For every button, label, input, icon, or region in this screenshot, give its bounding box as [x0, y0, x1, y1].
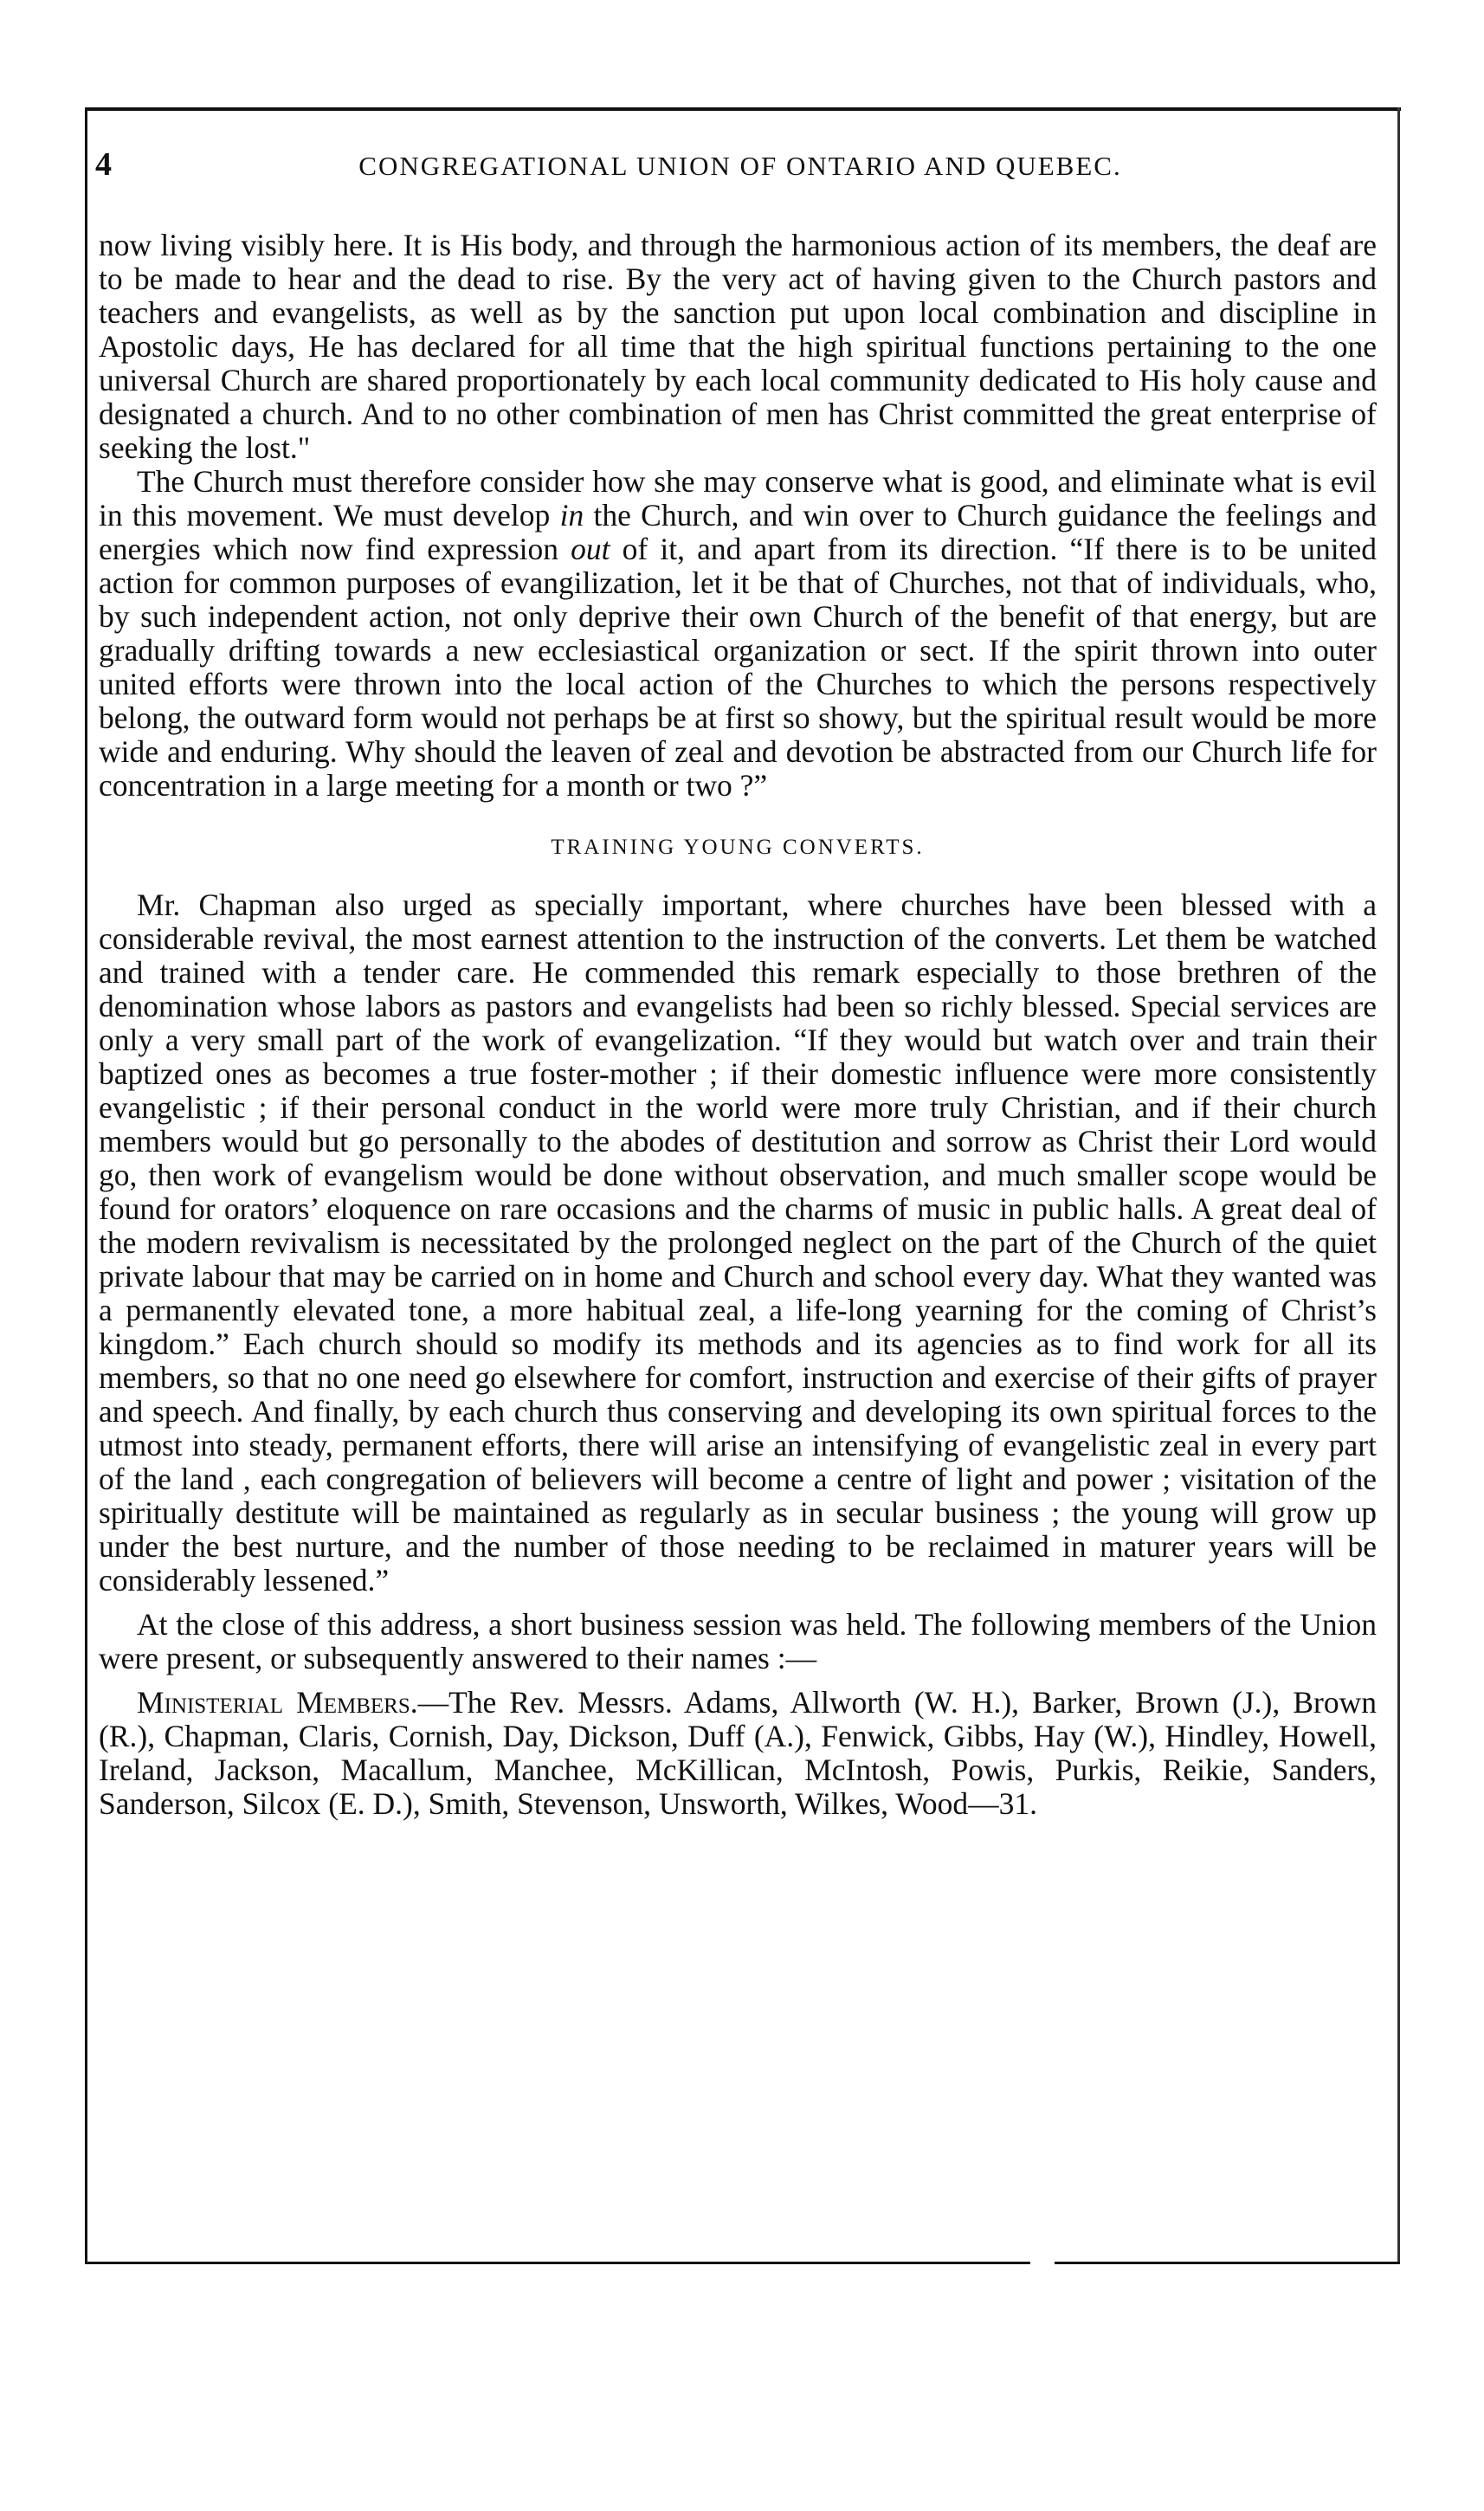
paragraph-business-session: At the close of this address, a short business session was held. The following members of the Union were present, or subsequently answered to their names :— [99, 1607, 1377, 1675]
left-border-rule [85, 107, 87, 2263]
paragraph-training-converts: Mr. Chapman also urged as specially important, where churches have been blessed with a considerable revival, the most earnest attention to the instruction of the converts. Let them be watched and trained with a tender care. He commended this remark especially to those brethren of the denomination whose labors as pastors and evangelists had been so richly blessed. Special services are only a very small part of the work of evangelization. “If they would but watch over and train their baptized ones as becomes a true foster-mother ; if their domestic influence were more consistently evangelistic ; if their personal conduct in the world were more truly Christian, and if their church members would but go personally to the abodes of destitution and sorrow as Christ their Lord would go, then work of evangelism would be done without observation, and much smaller scope would be found for orators’ eloquence on rare occasions and the charms of music in public halls. A great deal of the modern revivalism is necessitated by the prolonged neglect on the part of the Church of the quiet private labour that may be carried on in home and Church and school every day. What they wanted was a permanently elevated tone, a more habitual zeal, a life-long yearning for the coming of Christ’s kingdom.” Each church should so modify its methods and its agencies as to find work for all its members, so that no one need go elsewhere for comfort, instruction and exercise of their gifts of prayer and speech. And finally, by each church thus conserving and developing its own spiritual forces to the utmost into steady, permanent efforts, there will arise an intensifying of evangelistic zeal in every part of the land , each congregation of believers will become a centre of light and power ; visitation of the spiritually destitute will be maintained as regularly as in secular business ; the young will grow up under the best nurture, and the number of those needing to be reclaimed in maturer years will be considerably lessened.” [99, 888, 1377, 1598]
paragraph-text: of it, and apart from its direction. “If there is to be united action for common purposes of evangilization, let it be that of Churches, not that of individuals, who, by such independent action, not only deprive their own Church of the benefit of that energy, but are gradually drifting towards a new ecclesiastical organization or sect. If the spirit thrown into outer united efforts were thrown into the local action of the Churches to which the persons respectively belong, the outward form would not perhaps be at first so showy, but the spiritual result would be more wide and enduring. Why should the leaven of zeal and devotion be abstracted from our Church life for concentration in a large meeting for a month or two ?” [99, 532, 1377, 803]
bottom-border-rule-right [1055, 2262, 1400, 2264]
paragraph-text: The Church must therefore consider how she may conserve what is good, and eliminate what is evil in this movement. We must develop [99, 464, 1377, 533]
section-heading: TRAINING YOUNG CONVERTS. [551, 836, 925, 859]
members-label: Ministerial Members. [137, 1685, 418, 1720]
bottom-border-rule [85, 2262, 1030, 2264]
paragraph-church-movement [99, 465, 1377, 803]
emphasis-in: in [559, 498, 584, 533]
paragraph-ministerial-members [99, 1686, 1377, 1821]
page-number: 4 [95, 146, 112, 183]
body-text [99, 229, 1377, 1821]
right-border-rule [1397, 107, 1400, 2263]
page-header [95, 145, 1385, 189]
paragraph-continuation: now living visibly here. It is His body, and through the harmonious action of its members, the deaf are to be made to hear and the dead to rise. By the very act of having given to the Church pastors and teachers and evangelists, as well as by the sanction put upon local combination and discipline in Apostolic days, He has declared for all time that the high spiritual functions pertaining to the one universal Church are shared proportionately by each local community dedicated to His holy cause and designated a church. And to no other combination of men has Christ committed the great enterprise of seeking the lost." [99, 228, 1377, 465]
top-border-rule [85, 107, 1401, 111]
paragraph-text: the Church, and win over to Church guidance the feelings and energies which now find expression [99, 498, 1377, 566]
members-list: —The Rev. Messrs. Adams, Allworth (W. H.), Barker, Brown (J.), Brown (R.), Chapman, Claris, Cornish, Day, Dickson, Duff (A.), Fenwick, Gibbs, Hay (W.), Hindley, Howell, Ireland, Jackson, Macallum, Manchee, McKillican, McIntosh, Powis, Purkis, Reikie, Sanders, Sanderson, Silcox (E. D.), Smith, Stevenson, Unsworth, Wilkes, Wood—31. [99, 1685, 1377, 1821]
running-title: CONGREGATIONAL UNION OF ONTARIO AND QUEBEC. [358, 151, 1122, 181]
emphasis-out: out [571, 532, 610, 566]
